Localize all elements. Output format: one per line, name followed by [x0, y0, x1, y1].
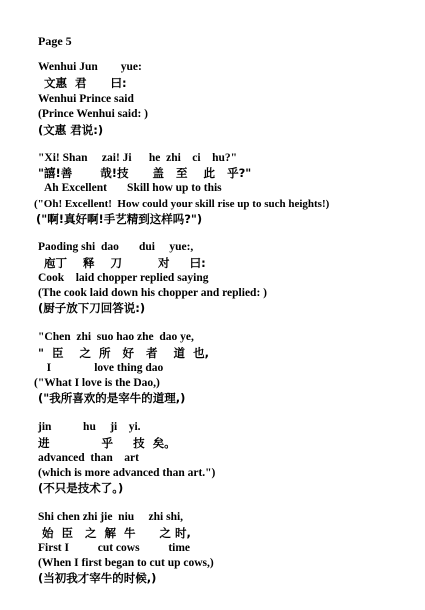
hanzi-line: "譆!善 哉!技 盖 至 此 乎?": [38, 166, 252, 180]
hanzi-line: 文惠 君 曰:: [44, 76, 127, 90]
pinyin-line: Wenhui Jun yue:: [38, 61, 142, 73]
chinese-line: (不只是技术了。): [38, 481, 124, 495]
hanzi-line: " 臣 之 所 好 者 道 也,: [38, 346, 209, 360]
hanzi-line: 始 臣 之 解 牛 之 时,: [38, 526, 191, 540]
english-line: ("Oh! Excellent! How could your skill rise up to such heights!): [34, 198, 330, 210]
english-line: (When I first began to cut up cows,): [38, 557, 214, 569]
gloss-line: Ah Excellent Skill how up to this: [44, 182, 222, 194]
pinyin-line: Shi chen zhi jie niu zhi shi,: [38, 511, 184, 523]
gloss-line: Wenhui Prince said: [38, 93, 134, 105]
chinese-line: (文惠 君说:): [38, 123, 104, 137]
hanzi-line: 庖丁 释 刀 对 曰:: [44, 256, 206, 270]
chinese-line: ("我所喜欢的是宰牛的道理,): [38, 391, 186, 405]
pinyin-line: jin hu ji yi.: [38, 421, 141, 433]
gloss-line: advanced than art: [38, 452, 139, 464]
gloss-line: I love thing dao: [38, 362, 164, 374]
pinyin-line: Paoding shi dao dui yue:,: [38, 241, 194, 253]
chinese-line: (厨子放下刀回答说:): [38, 301, 146, 315]
pinyin-line: "Chen zhi suo hao zhe dao ye,: [38, 331, 194, 343]
chinese-line: (当初我才宰牛的时候,): [38, 571, 157, 585]
page-label: Page 5: [38, 34, 72, 48]
english-line: ("What I love is the Dao,): [34, 377, 160, 389]
english-line: (Prince Wenhui said: ): [38, 108, 149, 120]
chinese-line: ("啊!真好啊!手艺精到这样吗?"): [36, 212, 203, 226]
english-line: (The cook laid down his chopper and replied: ): [38, 287, 267, 299]
english-line: (which is more advanced than art."): [38, 467, 216, 479]
pinyin-line: "Xi! Shan zai! Ji he zhi ci hu?": [38, 152, 238, 164]
hanzi-line: 进 乎 技 矣。: [38, 436, 176, 450]
gloss-line: First I cut cows time: [38, 542, 191, 554]
gloss-line: Cook laid chopper replied saying: [38, 272, 209, 284]
